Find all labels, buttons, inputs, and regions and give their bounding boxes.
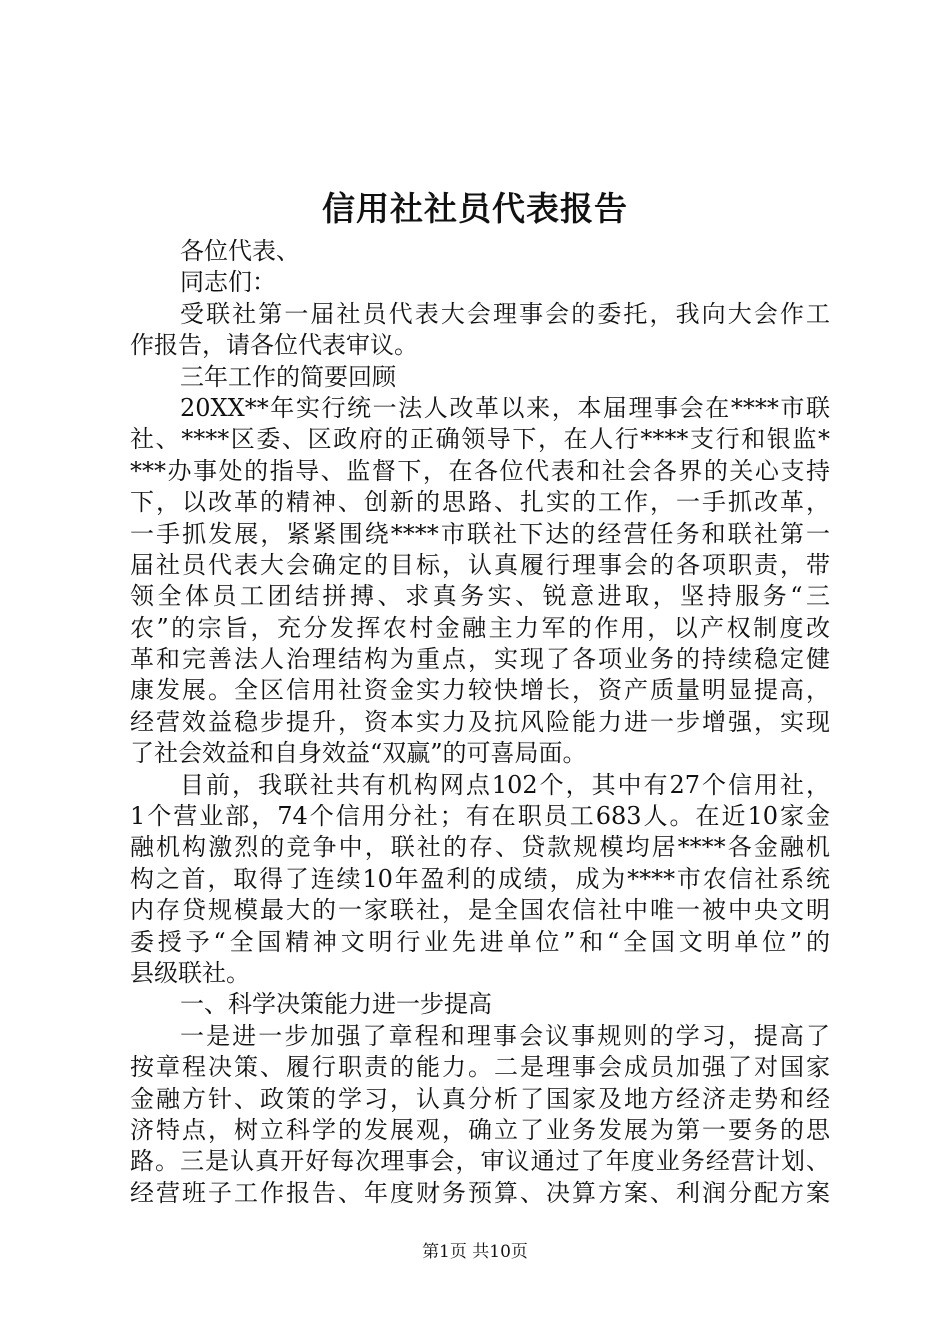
text-line: 领全体员工团结拼搏、求真务实、锐意进取，坚持服务“三: [130, 582, 830, 611]
text-line: 1个营业部，74个信用分社；有在职员工683人。在近10家金: [130, 802, 830, 831]
text-line: 经营班子工作报告、年度财务预算、决算方案、利润分配方案: [130, 1178, 830, 1207]
text-line: 经营效益稳步提升，资本实力及抗风险能力进一步增强，实现: [130, 707, 830, 736]
text-line: 目前，我联社共有机构网点102个，其中有27个信用社，: [180, 770, 830, 799]
document-title: 信用社社员代表报告: [322, 189, 628, 228]
text-line: 同志们：: [180, 268, 276, 297]
text-line: 金融方针、政策的学习，认真分析了国家及地方经济走势和经: [130, 1084, 830, 1113]
page-footer: 第1页 共10页: [422, 1242, 528, 1262]
text-line: 县级联社。: [130, 958, 250, 987]
text-line: 农”的宗旨，充分发挥农村金融主力军的作用，以产权制度改: [130, 613, 830, 642]
section-heading: 一、科学决策能力进一步提高: [180, 990, 492, 1019]
text-line: 革和完善法人治理结构为重点，实现了各项业务的持续稳定健: [130, 645, 830, 674]
text-line: 了社会效益和自身效益“双赢”的可喜局面。: [130, 739, 587, 768]
text-line: 按章程决策、履行职责的能力。二是理事会成员加强了对国家: [130, 1053, 830, 1082]
text-line: 委授予“全国精神文明行业先进单位”和“全国文明单位”的: [130, 927, 830, 956]
text-line: 受联社第一届社员代表大会理事会的委托，我向大会作工: [180, 299, 830, 328]
text-line: 20XX**年实行统一法人改革以来，本届理事会在****市联: [180, 393, 830, 422]
text-line: ***办事处的指导、监督下，在各位代表和社会各界的关心支持: [130, 456, 830, 485]
text-line: 康发展。全区信用社资金实力较快增长，资产质量明显提高，: [130, 676, 830, 705]
text-line: 内存贷规模最大的一家联社，是全国农信社中唯一被中央文明: [130, 896, 830, 925]
text-line: 一是进一步加强了章程和理事会议事规则的学习，提高了: [180, 1021, 830, 1050]
document-body: [130, 236, 830, 1209]
text-line: 届社员代表大会确定的目标，认真履行理事会的各项职责，带: [130, 550, 830, 579]
text-line: 济特点，树立科学的发展观，确立了业务发展为第一要务的思: [130, 1115, 830, 1144]
text-line: 作报告，请各位代表审议。: [130, 331, 418, 360]
text-line: 三年工作的简要回顾: [180, 362, 396, 391]
text-line: 构之首，取得了连续10年盈利的成绩，成为****市农信社系统: [130, 864, 830, 893]
text-line: 下，以改革的精神、创新的思路、扎实的工作，一手抓改革，: [130, 488, 830, 517]
text-line: 一手抓发展，紧紧围绕****市联社下达的经营任务和联社第一: [130, 519, 830, 548]
text-line: 社、****区委、区政府的正确领导下，在人行****支行和银监*: [130, 425, 830, 454]
text-line: 路。三是认真开好每次理事会，审议通过了年度业务经营计划、: [130, 1147, 830, 1176]
text-line: 融机构激烈的竞争中，联社的存、贷款规模均居****各金融机: [130, 833, 830, 862]
text-line: 各位代表、: [180, 237, 300, 265]
